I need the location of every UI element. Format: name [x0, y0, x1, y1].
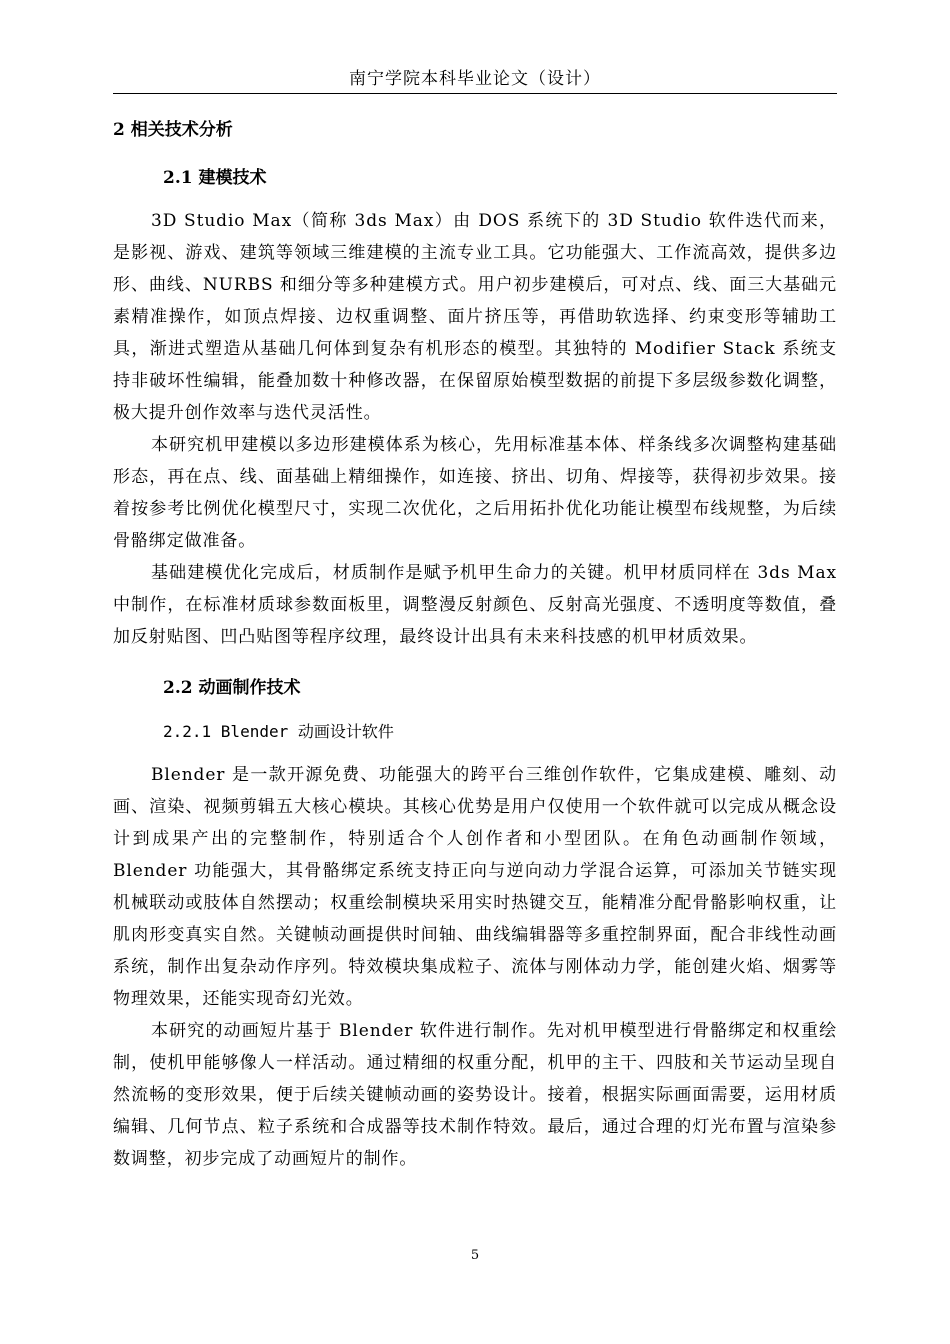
section-heading-animation: 2.2 动画制作技术 [163, 678, 301, 698]
chapter-heading: 2 相关技术分析 [113, 120, 233, 140]
subsection-heading-blender: 2.2.1 Blender 动画设计软件 [163, 722, 394, 741]
paragraph: 3D Studio Max（简称 3ds Max）由 DOS 系统下的 3D Studio 软件迭代而来，是影视、游戏、建筑等领域三维建模的主流专业工具。它功能强大、工作流高效，提供多边形、曲线、NURBS 和细分等多种建模方式。用户初步建模后，可对点、线、面三大基础元素精准操作，如顶点焊接、边权重调整、面片挤压等，再借助软选择、约束变形等辅助工具，渐进式塑造从基础几何体到复杂有机形态的模型。其独特的 Modifier Stack 系统支持非破坏性编辑，能叠加数十种修改器，在保留原始模型数据的前提下多层级参数化调整，极大提升创作效率与迭代灵活性。 [113, 211, 837, 423]
paragraph: 本研究的动画短片基于 Blender 软件进行制作。先对机甲模型进行骨骼绑定和权重绘制，使机甲能够像人一样活动。通过精细的权重分配，机甲的主干、四肢和关节运动呈现自然流畅的变形效果，便于后续关键帧动画的姿势设计。接着，根据实际画面需要，运用材质编辑、几何节点、粒子系统和合成器等技术制作特效。最后，通过合理的灯光布置与渲染参数调整，初步完成了动画短片的制作。 [113, 1021, 837, 1169]
header-divider [113, 93, 837, 94]
paragraph: 基础建模优化完成后，材质制作是赋予机甲生命力的关键。机甲材质同样在 3ds Max 中制作，在标准材质球参数面板里，调整漫反射颜色、反射高光强度、不透明度等数值，叠加反射贴图、凹凸贴图等程序纹理，最终设计出具有未来科技感的机甲材质效果。 [113, 563, 837, 647]
paragraph: Blender 是一款开源免费、功能强大的跨平台三维创作软件，它集成建模、雕刻、动画、渲染、视频剪辑五大核心模块。其核心优势是用户仅使用一个软件就可以完成从概念设计到成果产出的完整制作，特别适合个人创作者和小型团队。在角色动画制作领域，Blender 功能强大，其骨骼绑定系统支持正向与逆向动力学混合运算，可添加关节链实现机械联动或肢体自然摆动；权重绘制模块采用实时热键交互，能精准分配骨骼影响权重，让肌肉形变真实自然。关键帧动画提供时间轴、曲线编辑器等多重控制界面，配合非线性动画系统，制作出复杂动作序列。特效模块集成粒子、流体与刚体动力学，能创建火焰、烟雾等物理效果，还能实现奇幻光效。 [113, 765, 837, 1009]
section-heading-modeling: 2.1 建模技术 [163, 168, 267, 188]
body-content [113, 113, 837, 1175]
paragraph: 本研究机甲建模以多边形建模体系为核心，先用标准基本体、样条线多次调整构建基础形态，再在点、线、面基础上精细操作，如连接、挤出、切角、焊接等，获得初步效果。接着按参考比例优化模型尺寸，实现二次优化，之后用拓扑优化功能让模型布线规整，为后续骨骼绑定做准备。 [113, 435, 837, 551]
page-number: 5 [470, 1248, 480, 1263]
running-header: 南宁学院本科毕业论文（设计） [349, 69, 601, 89]
